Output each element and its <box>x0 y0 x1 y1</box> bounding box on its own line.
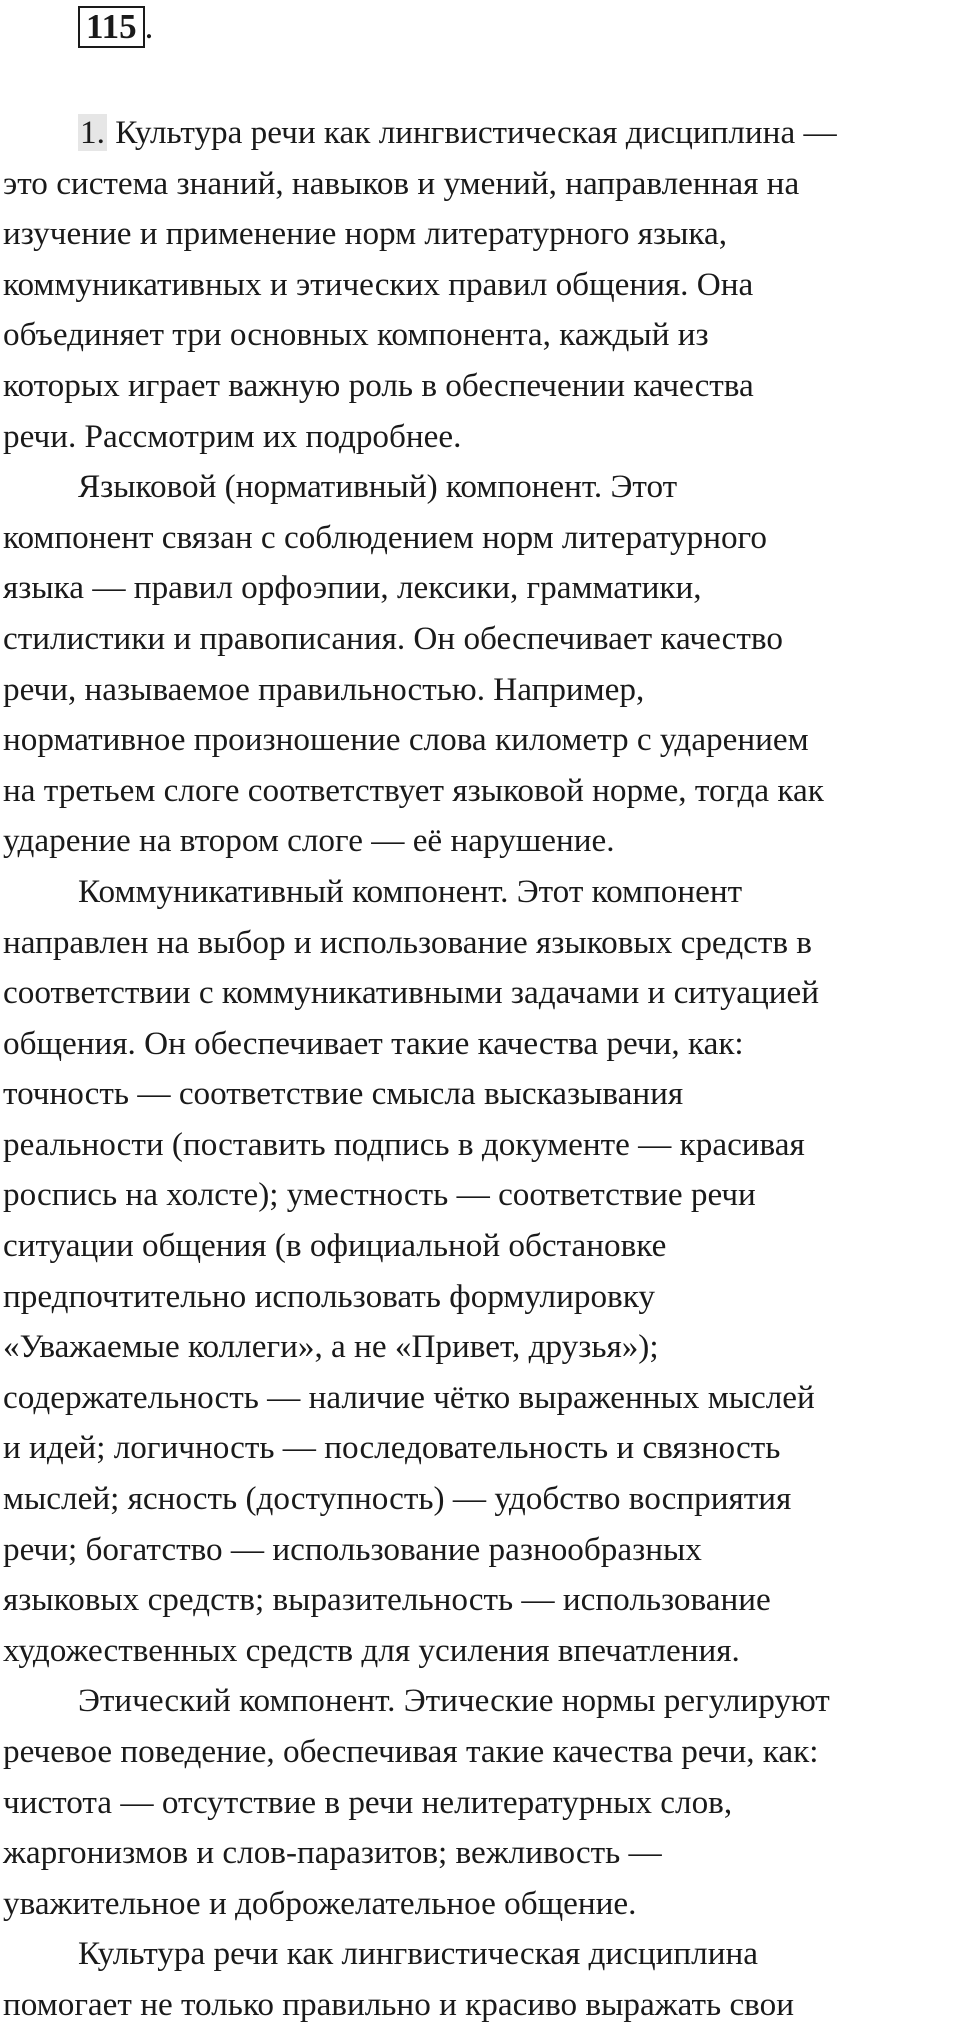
text-line: направлен на выбор и использование языковых средств в <box>3 923 812 961</box>
text-line: ударение на втором слоге — её нарушение. <box>3 822 615 860</box>
text-line: нормативное произношение слова километр с ударением <box>3 721 809 759</box>
text-line: языковых средств; выразительность — использование <box>3 1581 771 1619</box>
text-line: изучение и применение норм литературного языка, <box>3 215 728 253</box>
text-line: общения. Он обеспечивает такие качества речи, как: <box>3 1024 744 1062</box>
task-header <box>78 6 153 48</box>
text-line: «Уважаемые коллеги», а не «Привет, друзья»); <box>3 1328 659 1366</box>
item-number-marker: 1. <box>80 114 105 151</box>
task-number: 115 <box>86 7 137 46</box>
text-line: помогает не только правильно и красиво выражать свои <box>3 1985 794 2023</box>
text-line: роспись на холсте); уместность — соответствие речи <box>3 1176 756 1214</box>
answer-text <box>3 108 955 2031</box>
text-line: речи, называемое правильностью. Например, <box>3 670 645 708</box>
text-line: реальности (поставить подпись в документе — красивая <box>3 1125 805 1163</box>
text-line: речи. Рассмотрим их подробнее. <box>3 417 462 455</box>
text-line: компонент связан с соблюдением норм литературного <box>3 518 767 556</box>
text-line: Этический компонент. Этические нормы регулируют <box>78 1682 830 1720</box>
text-line: ситуации общения (в официальной обстановке <box>3 1227 667 1265</box>
text-line: художественных средств для усиления впечатления. <box>3 1631 740 1669</box>
text-line: мыслей; ясность (доступность) — удобство восприятия <box>3 1480 792 1518</box>
text-line: языка — правил орфоэпии, лексики, грамматики, <box>3 569 702 607</box>
text-line: которых играет важную роль в обеспечении качества <box>3 366 754 404</box>
text-line: объединяет три основных компонента, каждый из <box>3 316 709 354</box>
text-line: стилистики и правописания. Он обеспечивает качество <box>3 619 783 657</box>
task-number-box <box>78 6 145 48</box>
text-line: и идей; логичность — последовательность и связность <box>3 1429 781 1467</box>
text-line: жаргонизмов и слов-паразитов; вежливость — <box>3 1834 662 1872</box>
text-line: точность — соответствие смысла высказывания <box>3 1075 684 1113</box>
text-line: Культура речи как лингвистическая дисциплина <box>78 1935 758 1973</box>
text-line: коммуникативных и этических правил общения. Она <box>3 265 754 303</box>
text-line: чистота — отсутствие в речи нелитературных слов, <box>3 1783 733 1821</box>
text-line: на третьем слоге соответствует языковой норме, тогда как <box>3 771 824 809</box>
text-line: предпочтительно использовать формулировку <box>3 1277 655 1315</box>
text-line: содержательность — наличие чётко выраженных мыслей <box>3 1378 815 1416</box>
text-line: уважительное и доброжелательное общение. <box>3 1884 637 1922</box>
text-line: речи; богатство — использование разнообразных <box>3 1530 702 1568</box>
text-line: это система знаний, навыков и умений, направленная на <box>3 164 800 202</box>
task-number-dot: . <box>144 7 154 46</box>
text-line: 1. Культура речи как лингвистическая дисциплина — <box>80 114 837 151</box>
text-line: речевое поведение, обеспечивая такие качества речи, как: <box>3 1733 819 1770</box>
text-line: Языковой (нормативный) компонент. Этот <box>78 468 678 506</box>
text-line: Коммуникативный компонент. Этот компонент <box>78 872 743 910</box>
text-line: соответствии с коммуникативными задачами и ситуацией <box>3 974 820 1012</box>
